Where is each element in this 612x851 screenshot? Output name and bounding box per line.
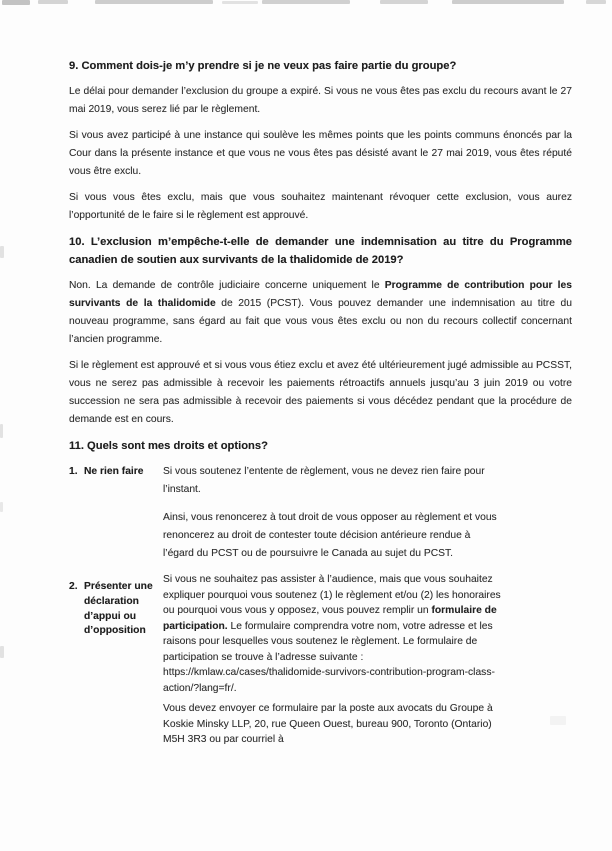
question-9-heading: 9. Comment dois-je m’y prendre si je ne veux pas faire partie du groupe? [69, 60, 457, 72]
option-2-body [163, 572, 503, 753]
document-content [69, 57, 572, 753]
scan-artifact [2, 0, 30, 5]
scan-artifact [38, 0, 68, 4]
option-2-number: 2. [69, 581, 78, 593]
scan-artifact [380, 0, 428, 4]
scan-artifact [95, 0, 213, 4]
scan-artifact [222, 1, 258, 4]
scan-artifact [0, 646, 4, 658]
question-10-paragraph-2: Si le règlement est approuvé et si vous vous étiez exclu et avez été ultérieurement jugé admissible au PCSST, vous ne serez pas admissible à recevoir les paiements rétroactifs annuels jusqu’au 3 juin 2019 ou votre succession ne sera pas admissible à recevoir des paiements si vous décédez pendant que la procédure de demande est en cours. [69, 360, 572, 425]
scan-artifact [262, 0, 350, 4]
question-11-heading: 11. Quels sont mes droits et options? [69, 440, 268, 452]
question-9-paragraph-3: Si vous vous êtes exclu, mais que vous souhaitez maintenant révoquer cette exclusion, vous aurez l’opportunité de le faire si le règlement est approuvé. [69, 192, 572, 221]
option-1-do-nothing [69, 463, 572, 572]
option-2-submit-statement [69, 572, 572, 753]
option-1-paragraph-1: Si vous soutenez l’entente de règlement, vous ne devez rien faire pour l’instant. [163, 466, 485, 496]
option-1-paragraph-2: Ainsi, vous renoncerez à tout droit de vous opposer au règlement et vous renoncerez au droit de contester toute décision antérieure rendue à l’égard du PCST ou de poursuivre le Canada au sujet du PCST. [163, 511, 497, 560]
question-10-paragraph-1: Non. La demande de contrôle judiciaire concerne uniquement le Programme de contribution pour les survivants de la thalidomide de 2015 (PCST). Vous pouvez demander une indemnisation au titre du nouveau programme, sans égard au fait que vous vous êtes exclu ou non du recours collectif concernant l’ancien programme. [69, 280, 572, 345]
scan-artifact [586, 0, 606, 4]
scan-artifact [452, 0, 564, 4]
scan-artifact [0, 424, 3, 438]
question-10-heading: 10. L’exclusion m’empêche-t-elle de demander une indemnisation au titre du Programme canadien de soutien aux survivants de la thalidomide de 2019? [69, 236, 572, 266]
scan-artifact [0, 502, 3, 512]
option-2-label: Présenter une déclaration d’appui ou d’opposition [84, 581, 153, 637]
option-1-number: 1. [69, 466, 78, 477]
option-1-body [163, 463, 503, 572]
option-2-paragraph-2: Vous devez envoyer ce formulaire par la poste aux avocats du Groupe à Koskie Minsky LLP, 20, rue Queen Ouest, bureau 900, Toronto (Ontario) M5H 3R3 ou par courriel à [163, 703, 493, 746]
option-1-label: Ne rien faire [84, 466, 144, 477]
option-2-paragraph-1: Si vous ne souhaitez pas assister à l’audience, mais que vous souhaitez expliquer pourquoi vous soutenez (1) le règlement et/ou (2) les honoraires ou pourquoi vous vous y opposez, vous pouvez remplir un formulaire de participation. Le formulaire comprendra votre nom, votre adresse et les raisons pour lesquelles vous soutenez le règlement. Le formulaire de participation se trouve à l’adresse suivante : https://kmlaw.ca/cases/thalidomide-survivors-contribution-program-class-action/?lang=fr/. [163, 574, 501, 694]
question-9-paragraph-1: Le délai pour demander l’exclusion du groupe a expiré. Si vous ne vous êtes pas exclu du recours avant le 27 mai 2019, vous serez lié par le règlement. [69, 86, 572, 115]
question-9-paragraph-2: Si vous avez participé à une instance qui soulève les mêmes points que les points communs énoncés par la Cour dans la présente instance et que vous ne vous êtes pas désisté avant le 27 mai 2019, vous êtes réputé vous être exclu. [69, 130, 572, 177]
scan-artifact [0, 246, 4, 258]
